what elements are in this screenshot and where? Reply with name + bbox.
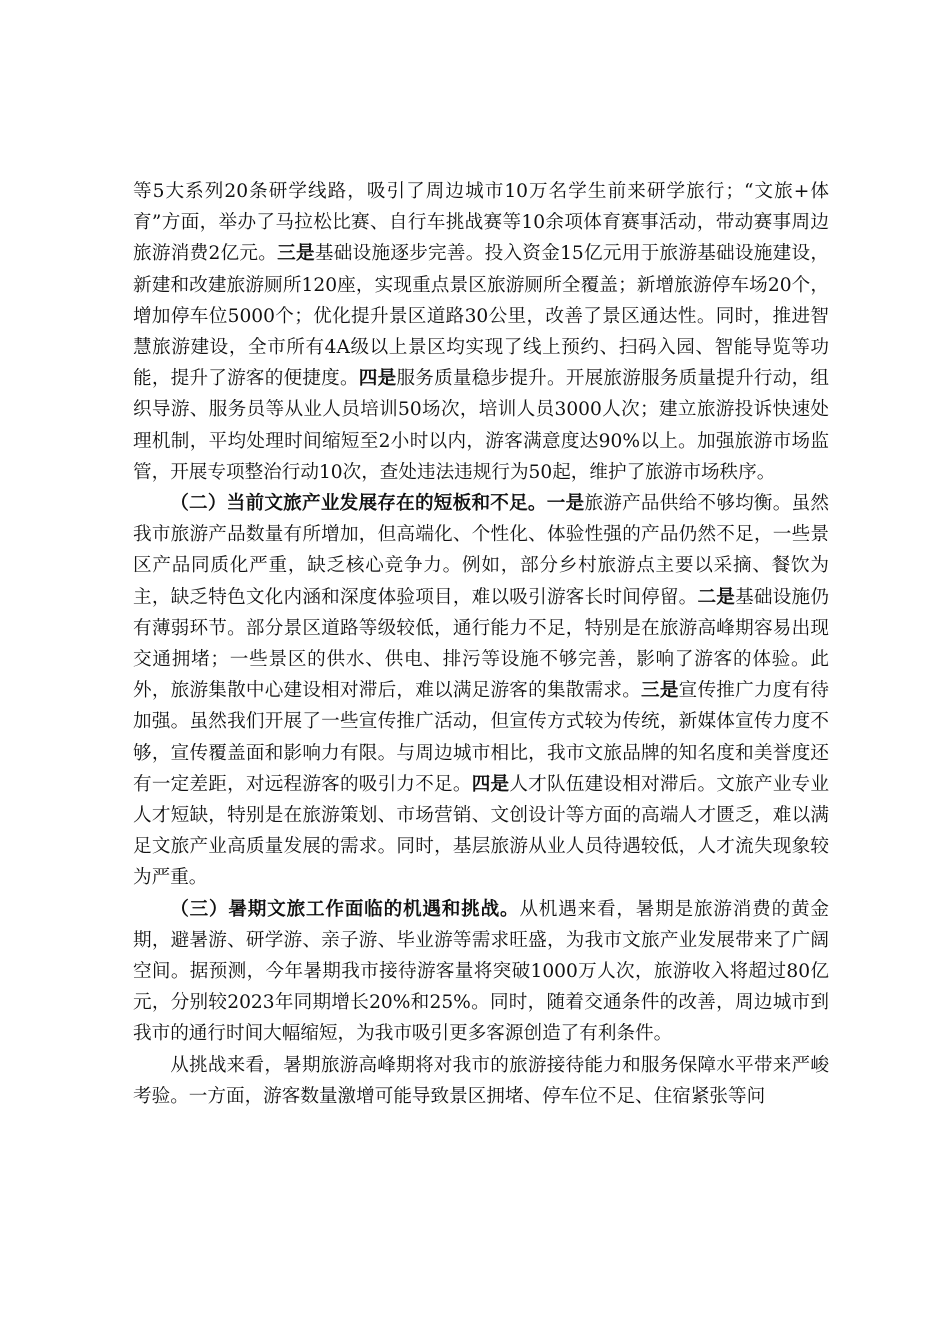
text-segment: 从挑战来看，暑期旅游高峰期将对我市的旅游接待能力和服务保障水平带来严峻考验。一方面，游客数量激增可能导致景区拥堵、停车位不足、住宿紧张等问	[133, 1054, 829, 1107]
bold-lead: 三是	[277, 243, 315, 265]
paragraph-section-2	[133, 488, 829, 894]
text-segment: 服务质量稳步提升。开展旅游服务质量提升行动，组织导游、服务员等从业人员培训50场次，培训人员3000人次；建立旅游投诉快速处理机制，平均处理时间缩短至2小时以内，游客满意度达90%以上。加强旅游市场监管，开展专项整治行动10次，查处违法违规行为50起，维护了旅游市场秩序。	[133, 368, 829, 483]
text-segment: 人才队伍建设相对滞后。文旅产业专业人才短缺，特别是在旅游策划、市场营销、文创设计等方面的高端人才匮乏，难以满足文旅产业高质量发展的需求。同时，基层旅游从业人员待遇较低，人才流失现象较为严重。	[133, 773, 829, 889]
paragraph-continued	[133, 176, 829, 488]
text-segment: 从机遇来看，暑期是旅游消费的黄金期，避暑游、研学游、亲子游、毕业游等需求旺盛，为我市文旅产业发展带来了广阔空间。据预测，今年暑期我市接待游客量将突破1000万人次，旅游收入将超过80亿元，分别较2023年同期增长20%和25%。同时，随着交通条件的改善，周边城市到我市的通行时间大幅缩短，为我市吸引更多客源创造了有利条件。	[133, 898, 829, 1045]
paragraph-challenges	[133, 1050, 829, 1112]
bold-lead: 四是	[471, 773, 510, 795]
document-body	[133, 176, 829, 1112]
bold-lead: 二是	[697, 586, 736, 608]
bold-lead: 三是	[641, 680, 679, 702]
text-segment: 基础设施仍有薄弱环节。部分景区道路等级较低，通行能力不足，特别是在旅游高峰期容易出现交通拥堵；一些景区的供水、供电、排污等设施不够完善，影响了游客的体验。此外，旅游集散中心建设相对滞后，难以满足游客的集散需求。	[133, 586, 829, 702]
bold-lead: 四是	[358, 368, 397, 390]
section-heading: （三）暑期文旅工作面临的机遇和挑战。	[170, 898, 520, 920]
text-segment: 等5大系列20条研学线路，吸引了周边城市10万名学生前来研学旅行；“文旅+体育”方面，举办了马拉松比赛、自行车挑战赛等10余项体育赛事活动，带动赛事周边旅游消费2亿元。	[133, 181, 829, 265]
text-segment: 旅游产品供给不够均衡。虽然我市旅游产品数量有所增加，但高端化、个性化、体验性强的产品仍然不足，一些景区产品同质化严重，缺乏核心竞争力。例如，部分乡村旅游点主要以采摘、餐饮为主，缺乏特色文化内涵和深度体验项目，难以吸引游客长时间停留。	[133, 493, 829, 608]
text-segment: 宣传推广力度有待加强。虽然我们开展了一些宣传推广活动，但宣传方式较为传统，新媒体宣传力度不够，宣传覆盖面和影响力有限。与周边城市相比，我市文旅品牌的知名度和美誉度还有一定差距，对远程游客的吸引力不足。	[133, 680, 829, 795]
bold-lead: 一是	[546, 493, 585, 515]
text-segment: 基础设施逐步完善。投入资金15亿元用于旅游基础设施建设，新建和改建旅游厕所120座，实现重点景区旅游厕所全覆盖；新增旅游停车场20个，增加停车位5000个；优化提升景区道路30公里，改善了景区通达性。同时，推进智慧旅游建设，全市所有4A级以上景区均实现了线上预约、扫码入园、智能导览等功能，提升了游客的便捷度。	[133, 243, 829, 390]
section-heading: （二）当前文旅产业发展存在的短板和不足。	[170, 493, 547, 515]
paragraph-section-3	[133, 894, 829, 1050]
